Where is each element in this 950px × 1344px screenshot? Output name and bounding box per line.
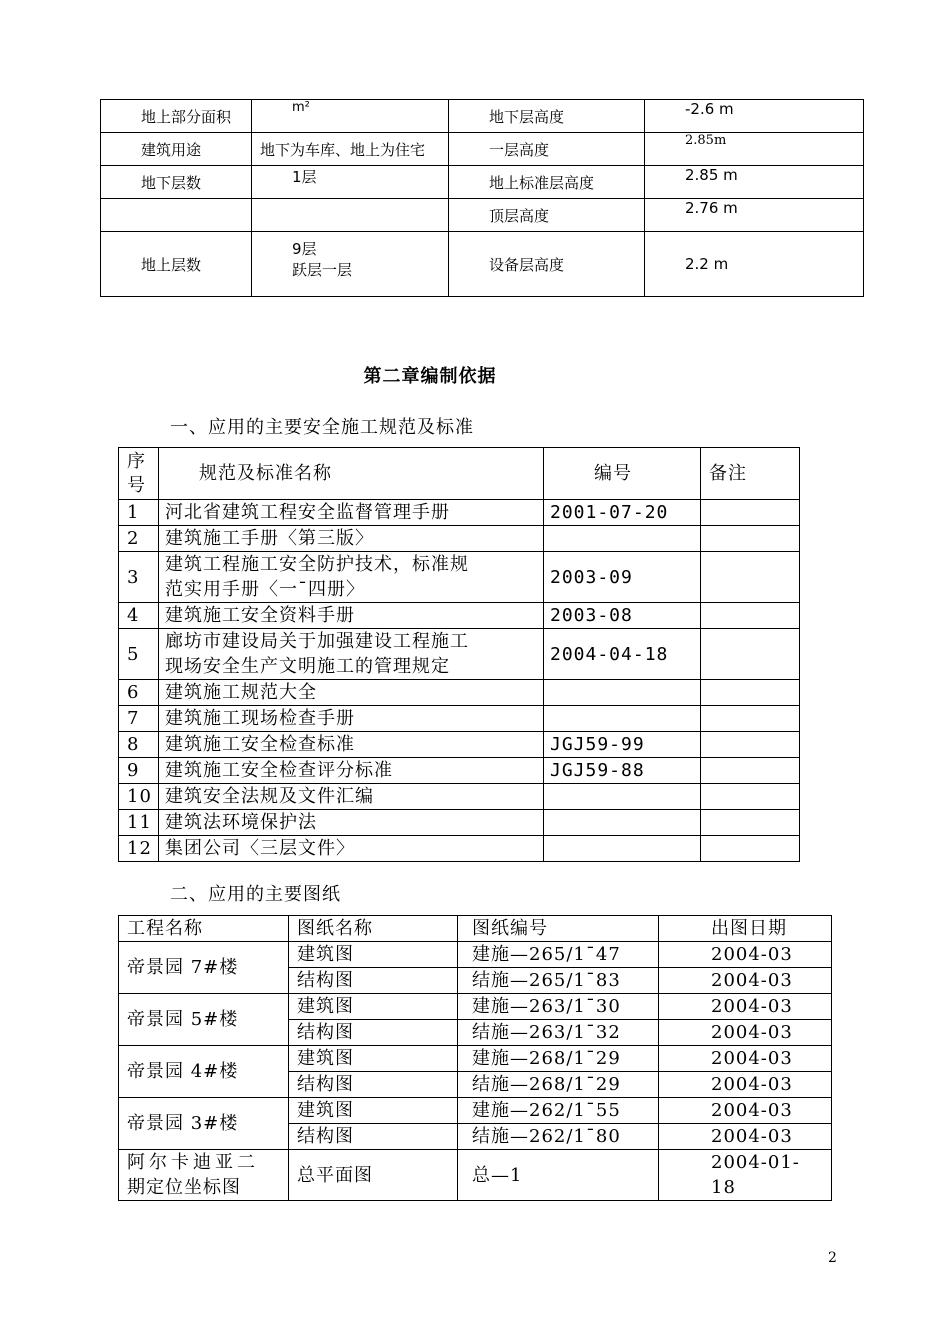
table-row: [119, 942, 832, 968]
name-cell: [159, 552, 544, 603]
header-seq: [119, 448, 159, 500]
date-cell: 2004-03: [659, 994, 832, 1020]
label-cell: 一层高度: [449, 133, 645, 166]
remark-cell: [701, 500, 800, 526]
remark-cell: [701, 732, 800, 758]
project-cell: 帝景园 7#楼: [119, 942, 289, 994]
value-cell: 2.2 m: [645, 232, 864, 297]
number-cell: 建施—262/1¯55: [458, 1098, 659, 1124]
number-cell: 结施—263/1¯32: [458, 1020, 659, 1046]
date-cell: 2004-03: [659, 1046, 832, 1072]
date-cell: 2004-03: [659, 942, 832, 968]
value-cell: 2.85m: [645, 133, 864, 166]
table-row: [119, 994, 832, 1020]
remark-cell: [701, 629, 800, 680]
value-line: 9层: [292, 240, 317, 258]
project-cell: [119, 1150, 289, 1201]
project-cell: 帝景园 4#楼: [119, 1046, 289, 1098]
drawing-cell: 结构图: [289, 1072, 458, 1098]
table-row: [119, 500, 800, 526]
table-row: [119, 732, 800, 758]
table-row: [119, 810, 800, 836]
project-cell: 帝景园 5#楼: [119, 994, 289, 1046]
code-cell: JGJ59-99: [544, 732, 701, 758]
table-row: [119, 706, 800, 732]
value-line: 跃层一层: [292, 261, 353, 279]
seq-cell: 7: [119, 706, 159, 732]
remark-cell: [701, 836, 800, 862]
name-cell: [159, 629, 544, 680]
drawing-cell: 结构图: [289, 1124, 458, 1150]
project-cell: 帝景园 3#楼: [119, 1098, 289, 1150]
seq-cell: 3: [119, 552, 159, 603]
code-cell: [544, 836, 701, 862]
name-cell: 建筑施工手册〈第三版〉: [159, 526, 544, 552]
header-number: 图纸编号: [458, 916, 659, 942]
name-cell: 河北省建筑工程安全监督管理手册: [159, 500, 544, 526]
date-cell: 2004-03: [659, 1124, 832, 1150]
name-cell: 建筑施工安全检查评分标准: [159, 758, 544, 784]
chapter-title: 第二章编制依据: [363, 366, 497, 387]
building-parameters-table: [100, 99, 864, 297]
name-cell: 建筑施工规范大全: [159, 680, 544, 706]
label-cell: 建筑用途: [101, 133, 252, 166]
remark-cell: [701, 526, 800, 552]
drawing-cell: 建筑图: [289, 994, 458, 1020]
table-row: [119, 629, 800, 680]
number-cell: 建施—263/1¯30: [458, 994, 659, 1020]
seq-cell: 1: [119, 500, 159, 526]
code-cell: [544, 526, 701, 552]
value-cell: 地下为车库、地上为住宅: [252, 133, 449, 166]
value-cell: 1层: [252, 166, 449, 199]
date-cell: 2004-01-18: [659, 1150, 832, 1201]
name-cell: 建筑法环境保护法: [159, 810, 544, 836]
seq-cell: 4: [119, 603, 159, 629]
code-cell: JGJ59-88: [544, 758, 701, 784]
name-cell: 建筑安全法规及文件汇编: [159, 784, 544, 810]
seq-cell: 8: [119, 732, 159, 758]
seq-cell: 5: [119, 629, 159, 680]
table-row: [119, 680, 800, 706]
table-row: [101, 133, 864, 166]
header-date: 出图日期: [659, 916, 832, 942]
remark-cell: [701, 603, 800, 629]
drawing-cell: 结构图: [289, 968, 458, 994]
number-cell: 结施—265/1¯83: [458, 968, 659, 994]
label-cell: 地下层高度: [449, 100, 645, 133]
drawing-cell: 建筑图: [289, 942, 458, 968]
code-cell: 2001-07-20: [544, 500, 701, 526]
table-header-row: [119, 916, 832, 942]
table-row: [119, 784, 800, 810]
standards-table: [118, 447, 800, 862]
date-cell: 2004-03: [659, 1072, 832, 1098]
name-cell: 建筑施工安全检查标准: [159, 732, 544, 758]
label-cell: 顶层高度: [449, 199, 645, 232]
name-line: 建筑工程施工安全防护技术，标准规: [165, 554, 469, 575]
table-row: [119, 1098, 832, 1124]
header-seq-text: 序号: [127, 450, 146, 496]
section-title: 一、应用的主要安全施工规范及标准: [170, 417, 474, 438]
header-code: 编号: [544, 448, 701, 500]
header-project: 工程名称: [119, 916, 289, 942]
table-row: [101, 166, 864, 199]
table-row: [119, 603, 800, 629]
table-row: [119, 1046, 832, 1072]
value-cell: [252, 199, 449, 232]
seq-cell: 10: [119, 784, 159, 810]
seq-cell: 11: [119, 810, 159, 836]
number-cell: 建施—265/1¯47: [458, 942, 659, 968]
code-cell: [544, 810, 701, 836]
value-cell: 2.85 m: [645, 166, 864, 199]
name-cell: 集团公司〈三层文件〉: [159, 836, 544, 862]
section-title: 二、应用的主要图纸: [170, 884, 341, 905]
table-row: [119, 758, 800, 784]
table-row: [119, 836, 800, 862]
project-line: 期定位坐标图: [127, 1177, 241, 1198]
label-cell: 地上层数: [101, 232, 252, 297]
remark-cell: [701, 552, 800, 603]
table-row: [101, 100, 864, 133]
remark-cell: [701, 706, 800, 732]
code-cell: 2003-09: [544, 552, 701, 603]
table-row: [101, 199, 864, 232]
seq-cell: 6: [119, 680, 159, 706]
number-cell: 建施—268/1¯29: [458, 1046, 659, 1072]
seq-cell: 9: [119, 758, 159, 784]
value-cell: 2.76 m: [645, 199, 864, 232]
table-row: [101, 232, 864, 297]
value-cell: -2.6 m: [645, 100, 864, 133]
drawing-cell: 总平面图: [289, 1150, 458, 1201]
header-drawing: 图纸名称: [289, 916, 458, 942]
value-cell: m²: [252, 100, 449, 133]
name-line: 廊坊市建设局关于加强建设工程施工: [165, 631, 469, 652]
code-cell: [544, 680, 701, 706]
page-number: 2: [828, 1250, 837, 1266]
remark-cell: [701, 758, 800, 784]
table-row: [119, 1150, 832, 1201]
code-cell: [544, 784, 701, 810]
label-cell: 地上部分面积: [101, 100, 252, 133]
drawing-cell: 结构图: [289, 1020, 458, 1046]
seq-cell: 12: [119, 836, 159, 862]
label-cell: 地下层数: [101, 166, 252, 199]
header-name: 规范及标准名称: [159, 448, 544, 500]
code-cell: 2003-08: [544, 603, 701, 629]
number-cell: 结施—268/1¯29: [458, 1072, 659, 1098]
table-header-row: [119, 448, 800, 500]
date-cell: 2004-03: [659, 1020, 832, 1046]
name-cell: 建筑施工现场检查手册: [159, 706, 544, 732]
remark-cell: [701, 810, 800, 836]
table-row: [119, 526, 800, 552]
table-row: [119, 552, 800, 603]
label-cell: 地上标准层高度: [449, 166, 645, 199]
number-cell: 总—1: [458, 1150, 659, 1201]
project-line: 阿尔卡迪亚二: [127, 1152, 259, 1173]
number-cell: 结施—262/1¯80: [458, 1124, 659, 1150]
name-line: 现场安全生产文明施工的管理规定: [165, 656, 450, 677]
drawing-cell: 建筑图: [289, 1098, 458, 1124]
remark-cell: [701, 784, 800, 810]
header-remark: 备注: [701, 448, 800, 500]
code-cell: 2004-04-18: [544, 629, 701, 680]
date-cell: 2004-03: [659, 968, 832, 994]
drawing-cell: 建筑图: [289, 1046, 458, 1072]
value-cell: [252, 232, 449, 297]
date-cell: 2004-03: [659, 1098, 832, 1124]
seq-cell: 2: [119, 526, 159, 552]
label-cell: [101, 199, 252, 232]
drawings-table: [118, 915, 832, 1201]
name-cell: 建筑施工安全资料手册: [159, 603, 544, 629]
name-line: 范实用手册〈一¯四册〉: [165, 579, 365, 600]
label-cell: 设备层高度: [449, 232, 645, 297]
remark-cell: [701, 680, 800, 706]
code-cell: [544, 706, 701, 732]
